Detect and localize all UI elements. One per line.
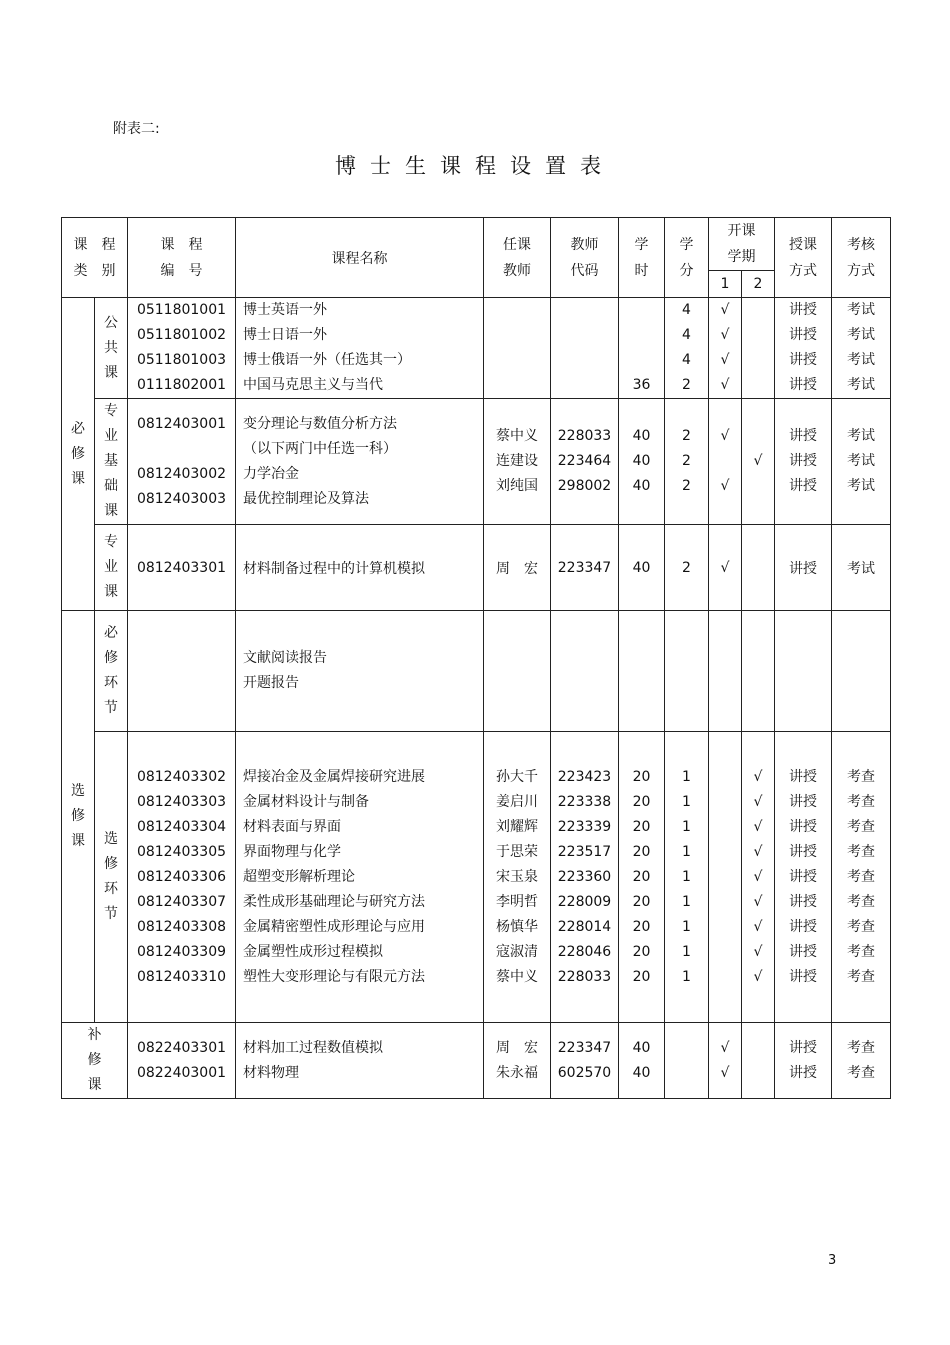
basic-teacher-codes: 228033 223464 298002 bbox=[551, 399, 619, 525]
elective-teacher-codes: 223423 223338 223339 223517 223360 228009 228014 228046 228033 bbox=[551, 732, 619, 1023]
public-exam: 考试 考试 考试 考试 bbox=[832, 298, 891, 399]
remedial-credits bbox=[665, 1023, 709, 1099]
header-sem2: 2 bbox=[742, 271, 775, 298]
group-required-links bbox=[62, 611, 891, 732]
remedial-teachers: 周 宏 朱永福 bbox=[484, 1023, 551, 1099]
major-exam: 考试 bbox=[832, 525, 891, 611]
category-elective: 选 修 课 bbox=[62, 611, 95, 1023]
header-teach-mode: 授课 方式 bbox=[775, 218, 832, 298]
basic-names: 变分理论与数值分析方法 （以下两门中任选一科） 力学冶金 最优控制理论及算法 bbox=[236, 399, 484, 525]
public-codes: 0511801001 0511801002 0511801003 0111802001 bbox=[128, 298, 236, 399]
basic-hours: 40 40 40 bbox=[619, 399, 665, 525]
elective-hours: 20 20 20 20 20 20 20 20 20 bbox=[619, 732, 665, 1023]
group-remedial bbox=[62, 1023, 891, 1099]
public-sem1: √ √ √ √ bbox=[709, 298, 742, 399]
elective-teach: 讲授 讲授 讲授 讲授 讲授 讲授 讲授 讲授 讲授 bbox=[775, 732, 832, 1023]
public-sem2 bbox=[742, 298, 775, 399]
major-sem2 bbox=[742, 525, 775, 611]
basic-exam: 考试 考试 考试 bbox=[832, 399, 891, 525]
subcategory-public: 公 共 课 bbox=[95, 298, 128, 399]
subcategory-major: 专 业 课 bbox=[95, 525, 128, 611]
elective-codes: 0812403302 0812403303 0812403304 0812403305 0812403306 0812403307 0812403308 0812403309 0812403310 bbox=[128, 732, 236, 1023]
basic-credits: 2 2 2 bbox=[665, 399, 709, 525]
header-row bbox=[62, 218, 891, 271]
group-elective-links bbox=[62, 732, 891, 1023]
remedial-exam: 考查 考查 bbox=[832, 1023, 891, 1099]
category-remedial: 补 修 课 bbox=[62, 1023, 128, 1099]
public-teach: 讲授 讲授 讲授 讲授 bbox=[775, 298, 832, 399]
public-hours: 36 bbox=[619, 298, 665, 399]
group-major bbox=[62, 525, 891, 611]
public-credits: 4 4 4 2 bbox=[665, 298, 709, 399]
page-title: 博士生课程设置表 bbox=[335, 154, 615, 178]
remedial-sem1: √ √ bbox=[709, 1023, 742, 1099]
remedial-hours: 40 40 bbox=[619, 1023, 665, 1099]
basic-sem2: √ bbox=[742, 399, 775, 525]
remedial-names: 材料加工过程数值模拟 材料物理 bbox=[236, 1023, 484, 1099]
group-public bbox=[62, 298, 891, 399]
public-teacher-codes bbox=[551, 298, 619, 399]
remedial-teacher-codes: 223347 602570 bbox=[551, 1023, 619, 1099]
basic-codes: 0812403001 0812403002 0812403003 bbox=[128, 399, 236, 525]
major-code: 0812403301 bbox=[128, 525, 236, 611]
required-links-codes bbox=[128, 611, 236, 732]
subcategory-required-links: 必 修 环 节 bbox=[95, 611, 128, 732]
remedial-sem2 bbox=[742, 1023, 775, 1099]
header-code: 课 程 编 号 bbox=[128, 218, 236, 298]
major-name: 材料制备过程中的计算机模拟 bbox=[236, 525, 484, 611]
elective-exam: 考查 考查 考查 考查 考查 考查 考查 考查 考查 bbox=[832, 732, 891, 1023]
basic-teachers: 蔡中义 连建设 刘纯国 bbox=[484, 399, 551, 525]
major-credits: 2 bbox=[665, 525, 709, 611]
header-exam-mode: 考核 方式 bbox=[832, 218, 891, 298]
header-credits: 学 分 bbox=[665, 218, 709, 298]
header-teacher-code: 教师 代码 bbox=[551, 218, 619, 298]
group-basic bbox=[62, 399, 891, 525]
header-sem1: 1 bbox=[709, 271, 742, 298]
elective-teachers: 孙大千 姜启川 刘耀辉 于思荣 宋玉泉 李明哲 杨慎华 寇淑清 蔡中义 bbox=[484, 732, 551, 1023]
header-hours: 学 时 bbox=[619, 218, 665, 298]
page-number: 3 bbox=[828, 1253, 837, 1268]
subcategory-basic: 专 业 基 础 课 bbox=[95, 399, 128, 525]
header-semester: 开课 学期 bbox=[709, 218, 775, 271]
basic-teach: 讲授 讲授 讲授 bbox=[775, 399, 832, 525]
header-category: 课 程 类 别 bbox=[62, 218, 128, 298]
public-teachers bbox=[484, 298, 551, 399]
remedial-codes: 0822403301 0822403001 bbox=[128, 1023, 236, 1099]
major-hours: 40 bbox=[619, 525, 665, 611]
major-teacher-code: 223347 bbox=[551, 525, 619, 611]
subcategory-elective-links: 选 修 环 节 bbox=[95, 732, 128, 1023]
major-teach: 讲授 bbox=[775, 525, 832, 611]
elective-sem1 bbox=[709, 732, 742, 1023]
elective-credits: 1 1 1 1 1 1 1 1 1 bbox=[665, 732, 709, 1023]
remedial-teach: 讲授 讲授 bbox=[775, 1023, 832, 1099]
header-name: 课程名称 bbox=[236, 218, 484, 298]
course-table bbox=[61, 217, 891, 1099]
appendix-label: 附表二: bbox=[113, 121, 160, 137]
basic-sem1: √ √ bbox=[709, 399, 742, 525]
major-sem1: √ bbox=[709, 525, 742, 611]
header-teacher: 任课 教师 bbox=[484, 218, 551, 298]
public-names: 博士英语一外 博士日语一外 博士俄语一外（任选其一） 中国马克思主义与当代 bbox=[236, 298, 484, 399]
category-required: 必 修 课 bbox=[62, 298, 95, 611]
elective-names: 焊接冶金及金属焊接研究进展 金属材料设计与制备 材料表面与界面 界面物理与化学 超塑变形解析理论 柔性成形基础理论与研究方法 金属精密塑性成形理论与应用 金属塑性成形过程模拟 塑性大变形理论与有限元方法 bbox=[236, 732, 484, 1023]
major-teacher: 周 宏 bbox=[484, 525, 551, 611]
elective-sem2: √ √ √ √ √ √ √ √ √ bbox=[742, 732, 775, 1023]
required-links-names: 文献阅读报告 开题报告 bbox=[236, 611, 484, 732]
